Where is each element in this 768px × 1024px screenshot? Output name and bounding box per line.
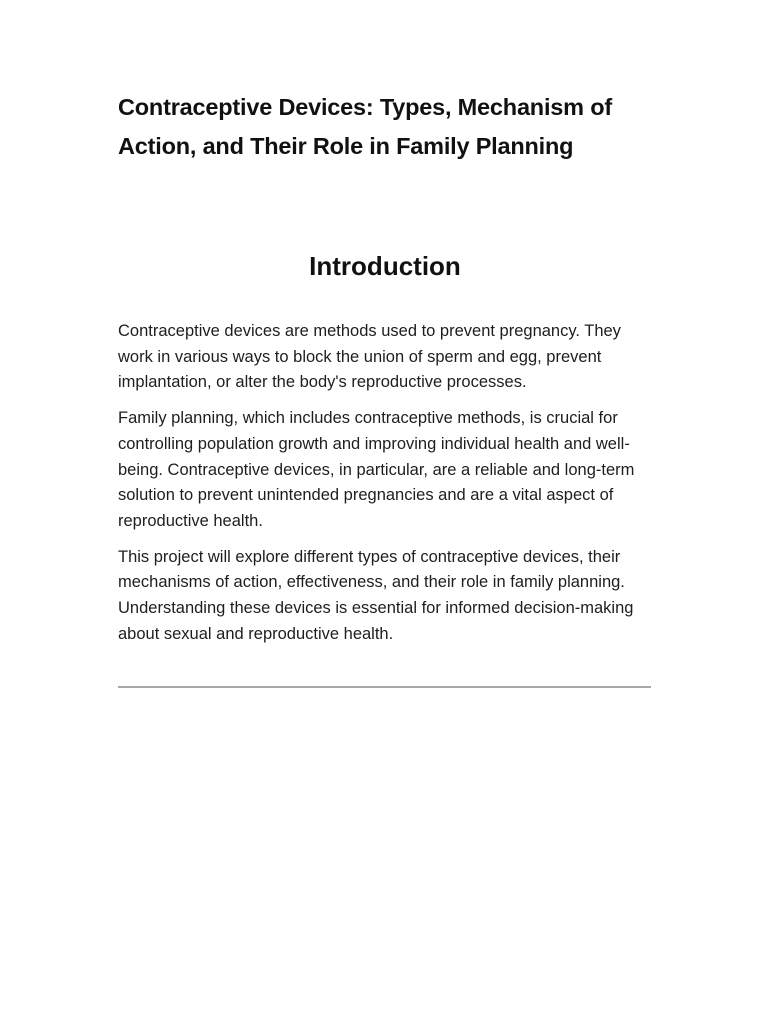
paragraph: Contraceptive devices are methods used to prevent pregnancy. They work in various ways to block the union of sperm and egg, prevent implantation, or alter the body's reproductive processes. (118, 322, 621, 392)
paragraph: Family planning, which includes contraceptive methods, is crucial for controlling population growth and improving individual health and well-being. Contraceptive devices, in particular, are a reliable and long-term solution to prevent unintended pregnancies and are a vital aspect of reproductive health. (118, 409, 635, 530)
section-heading-introduction: Introduction (309, 251, 461, 281)
document-title: Contraceptive Devices: Types, Mechanism of Action, and Their Role in Family Planning (118, 94, 612, 159)
document-content (118, 88, 652, 657)
paragraph: This project will explore different types of contraceptive devices, their mechanisms of action, effectiveness, and their role in family planning. Understanding these devices is essential for informed decision-making about sexual and reproductive health. (118, 547, 634, 643)
introduction-body (118, 319, 652, 647)
horizontal-divider (118, 686, 651, 688)
